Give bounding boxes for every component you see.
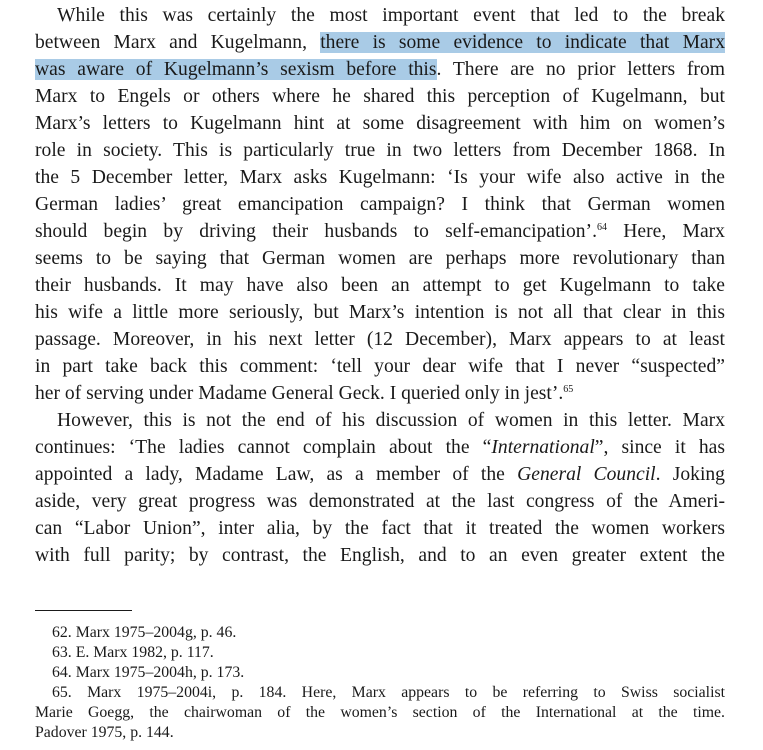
body-line: appointed a lady, Madame Law, as a member of the General Council. Joking [35,464,725,485]
footnote-63: 63. E. Marx 1982, p. 117. [52,644,214,661]
body-line: role in society. This is particularly true in two letters from December 1868. In [35,140,725,161]
footnote-64: 64. Marx 1975–2004h, p. 173. [52,664,245,681]
footnote-ref[interactable]: 64 [596,222,607,233]
highlighted-text[interactable]: there is some evidence to indicate that Marx [320,32,726,53]
footnote-65-cont: Padover 1975, p. 144. [35,724,174,741]
footnote-divider [35,610,132,611]
body-line: passage. Moreover, in his next letter (12 December), Marx appears to at least [35,329,725,350]
body-line: their husbands. It may have also been an attempt to get Kugelmann to take [35,275,725,296]
body-line: While this was certainly the most important event that led to the break [57,5,725,26]
body-line: his wife a little more seriously, but Marx’s intention is not all that clear in this [35,302,725,323]
footnote-65-cont: Marie Goegg, the chairwoman of the women’s section of the International at the time. [35,704,725,721]
highlighted-text[interactable]: was aware of Kugelmann’s sexism before this [35,59,437,80]
footnote-62: 62. Marx 1975–2004g, p. 46. [52,624,237,641]
body-line: seems to be saying that German women are perhaps more revolutionary than [35,248,725,269]
body-line: aside, very great progress was demonstrated at the last congress of the Ameri- [35,491,725,512]
body-line: However, this is not the end of his discussion of women in this letter. Marx [57,410,725,431]
body-line: should begin by driving their husbands to self-emancipation’.$^{64}$ Here, Marx [35,221,725,242]
body-line: Marx’s letters to Kugelmann hint at some disagreement with him on women’s [35,113,725,134]
body-line: continues: ‘The ladies cannot complain about the “International”, since it has [35,437,725,458]
body-line: in part take back this comment: ‘tell your dear wife that I never “suspected” [35,356,725,377]
body-line: German ladies’ great emancipation campaign? I think that German women [35,194,725,215]
footnote-ref[interactable]: 65 [563,384,574,395]
body-line: between Marx and Kugelmann, there is some evidence to indicate that Marx [35,32,726,53]
footnote-65: 65. Marx 1975–2004i, p. 184. Here, Marx appears to be referring to Swiss socialist [52,684,725,701]
body-line: was aware of Kugelmann’s sexism before this. There are no prior letters from [35,59,725,80]
body-line: her of serving under Madame General Geck. I queried only in jest’.$^{65}$ [35,383,574,404]
body-line: Marx to Engels or others where he shared this perception of Kugelmann, but [35,86,725,107]
body-line: with full parity; by contrast, the English, and to an even greater extent the [35,545,725,566]
body-line: can “Labor Union”, inter alia, by the fact that it treated the women workers [35,518,725,539]
body-line: the 5 December letter, Marx asks Kugelmann: ‘Is your wife also active in the [35,167,725,188]
